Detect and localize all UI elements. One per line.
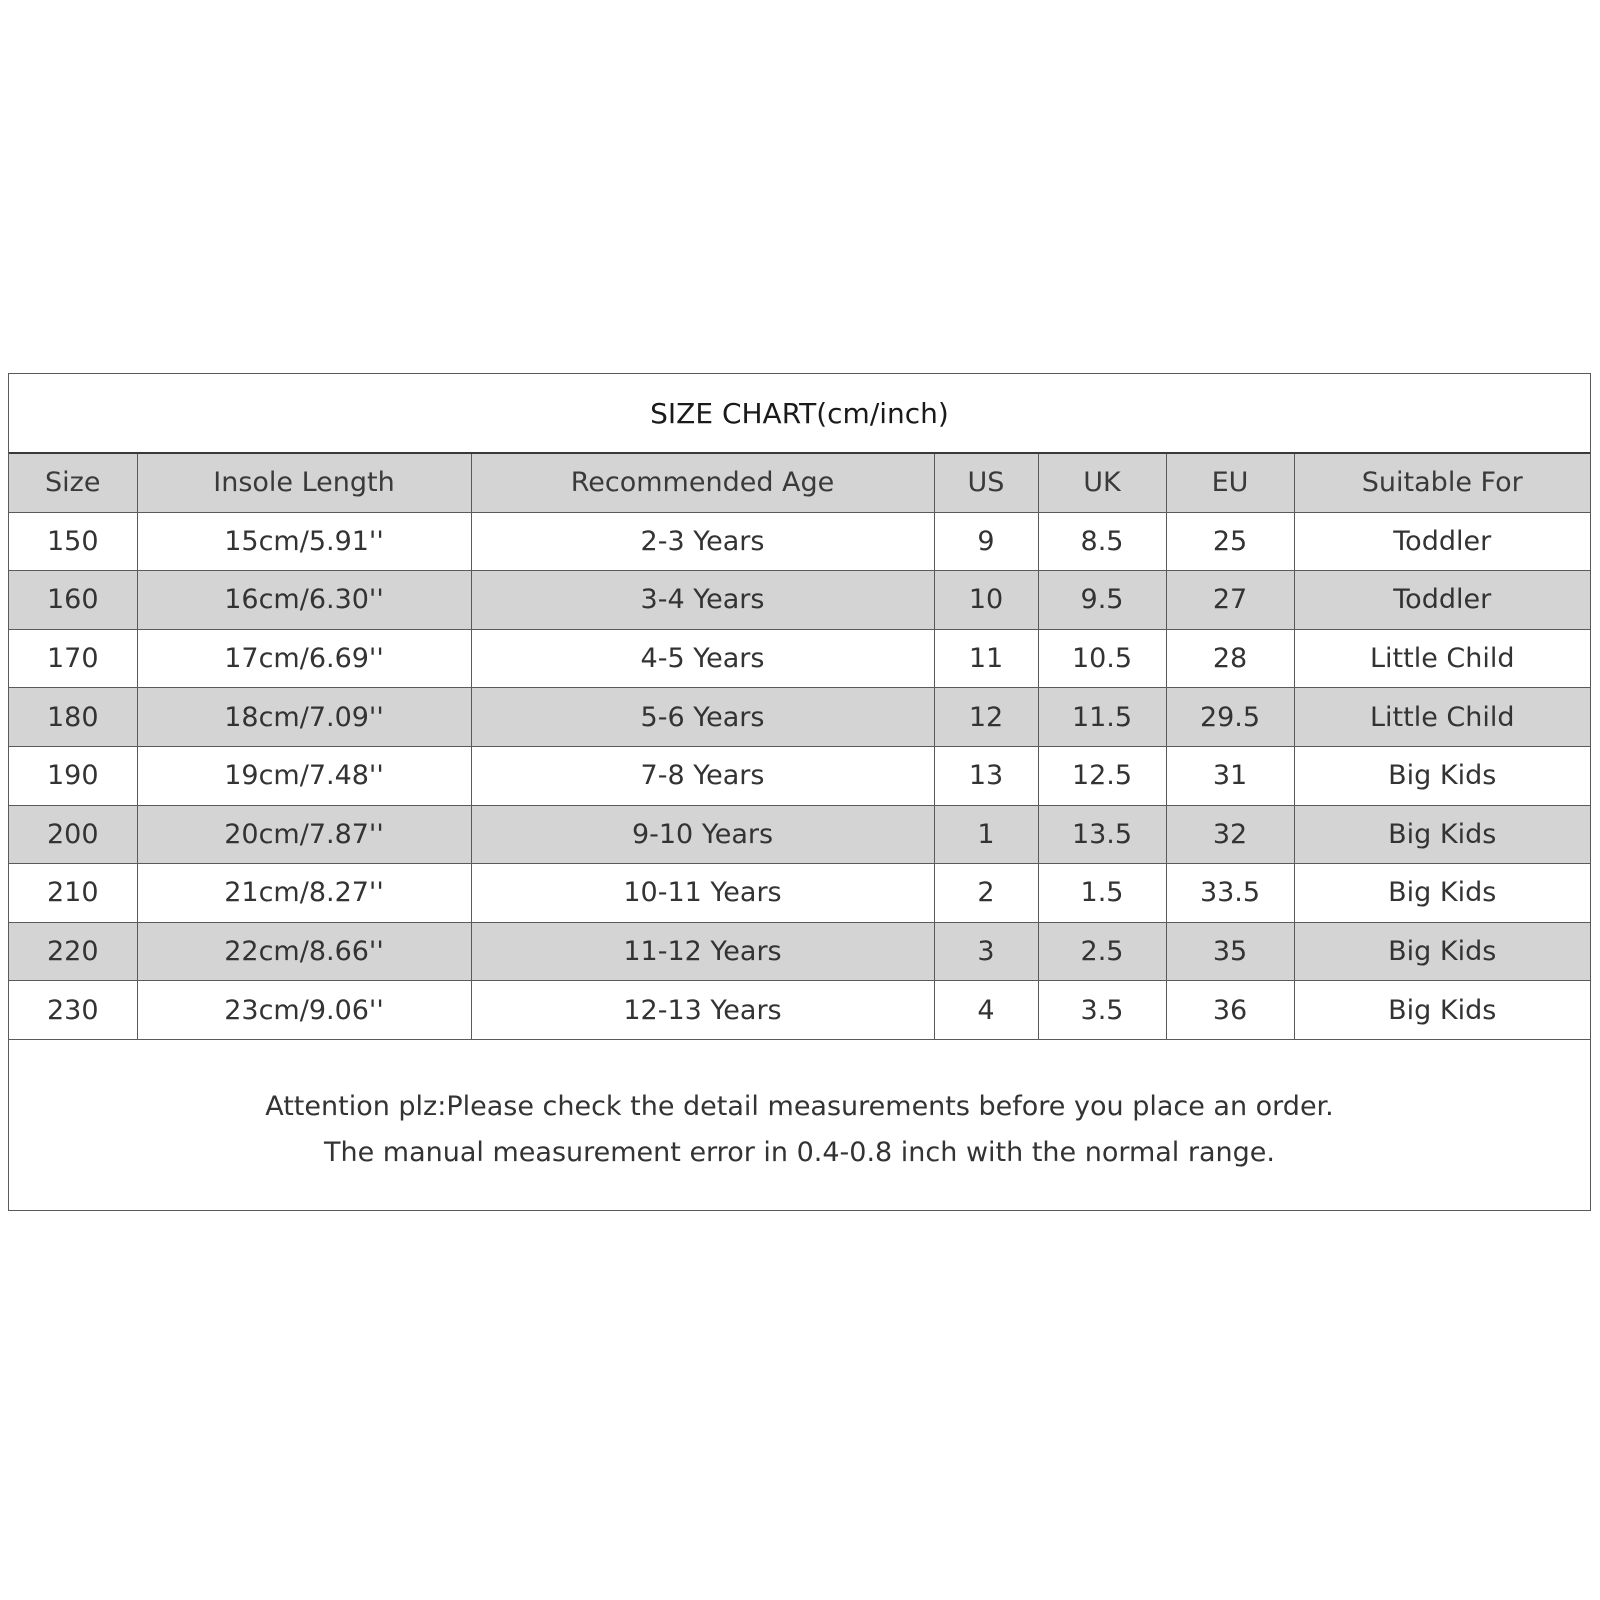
- cell-eu: 29.5: [1166, 688, 1294, 747]
- cell-us: 9: [934, 512, 1038, 571]
- cell-suitable-for: Big Kids: [1294, 805, 1590, 864]
- cell-size: 160: [9, 571, 137, 630]
- column-header-suitable-for: Suitable For: [1294, 454, 1590, 512]
- table-row: [9, 981, 1590, 1040]
- cell-insole-length: 17cm/6.69'': [137, 629, 471, 688]
- cell-uk: 3.5: [1038, 981, 1166, 1040]
- cell-suitable-for: Little Child: [1294, 688, 1590, 747]
- cell-suitable-for: Big Kids: [1294, 922, 1590, 981]
- cell-suitable-for: Toddler: [1294, 571, 1590, 630]
- cell-insole-length: 18cm/7.09'': [137, 688, 471, 747]
- cell-insole-length: 15cm/5.91'': [137, 512, 471, 571]
- cell-size: 180: [9, 688, 137, 747]
- cell-suitable-for: Little Child: [1294, 629, 1590, 688]
- table-row: [9, 746, 1590, 805]
- cell-recommended-age: 2-3 Years: [471, 512, 934, 571]
- cell-eu: 31: [1166, 746, 1294, 805]
- size-chart: [8, 373, 1591, 1211]
- header-row: [9, 454, 1590, 512]
- cell-insole-length: 19cm/7.48'': [137, 746, 471, 805]
- cell-recommended-age: 9-10 Years: [471, 805, 934, 864]
- cell-suitable-for: Big Kids: [1294, 981, 1590, 1040]
- column-header-recommended-age: Recommended Age: [471, 454, 934, 512]
- table-row: [9, 571, 1590, 630]
- cell-eu: 25: [1166, 512, 1294, 571]
- cell-uk: 10.5: [1038, 629, 1166, 688]
- chart-title: SIZE CHART(cm/inch): [9, 374, 1590, 454]
- cell-insole-length: 23cm/9.06'': [137, 981, 471, 1040]
- table-row: [9, 805, 1590, 864]
- table-row: [9, 864, 1590, 923]
- column-header-uk: UK: [1038, 454, 1166, 512]
- cell-us: 12: [934, 688, 1038, 747]
- cell-insole-length: 20cm/7.87'': [137, 805, 471, 864]
- table-row: [9, 629, 1590, 688]
- cell-recommended-age: 3-4 Years: [471, 571, 934, 630]
- cell-insole-length: 21cm/8.27'': [137, 864, 471, 923]
- cell-recommended-age: 11-12 Years: [471, 922, 934, 981]
- cell-uk: 11.5: [1038, 688, 1166, 747]
- cell-us: 4: [934, 981, 1038, 1040]
- note-line-1: Attention plz:Please check the detail measurements before you place an order.: [265, 1090, 1334, 1122]
- cell-us: 10: [934, 571, 1038, 630]
- cell-size: 190: [9, 746, 137, 805]
- cell-size: 170: [9, 629, 137, 688]
- attention-note: [9, 1040, 1590, 1176]
- cell-suitable-for: Toddler: [1294, 512, 1590, 571]
- cell-suitable-for: Big Kids: [1294, 864, 1590, 923]
- size-table: [9, 454, 1590, 1040]
- note-line-2: The manual measurement error in 0.4-0.8 inch with the normal range.: [324, 1136, 1275, 1168]
- cell-eu: 28: [1166, 629, 1294, 688]
- column-header-insole-length: Insole Length: [137, 454, 471, 512]
- cell-insole-length: 16cm/6.30'': [137, 571, 471, 630]
- cell-eu: 36: [1166, 981, 1294, 1040]
- cell-recommended-age: 10-11 Years: [471, 864, 934, 923]
- cell-uk: 12.5: [1038, 746, 1166, 805]
- cell-us: 2: [934, 864, 1038, 923]
- cell-uk: 13.5: [1038, 805, 1166, 864]
- table-row: [9, 512, 1590, 571]
- cell-us: 11: [934, 629, 1038, 688]
- cell-eu: 33.5: [1166, 864, 1294, 923]
- table-row: [9, 922, 1590, 981]
- table-row: [9, 688, 1590, 747]
- column-header-size: Size: [9, 454, 137, 512]
- cell-size: 210: [9, 864, 137, 923]
- cell-us: 3: [934, 922, 1038, 981]
- table-header: [9, 454, 1590, 512]
- cell-recommended-age: 7-8 Years: [471, 746, 934, 805]
- cell-recommended-age: 12-13 Years: [471, 981, 934, 1040]
- column-header-eu: EU: [1166, 454, 1294, 512]
- cell-uk: 8.5: [1038, 512, 1166, 571]
- cell-eu: 27: [1166, 571, 1294, 630]
- cell-eu: 35: [1166, 922, 1294, 981]
- cell-us: 13: [934, 746, 1038, 805]
- cell-insole-length: 22cm/8.66'': [137, 922, 471, 981]
- column-header-us: US: [934, 454, 1038, 512]
- table-body: [9, 512, 1590, 1039]
- cell-uk: 2.5: [1038, 922, 1166, 981]
- cell-uk: 9.5: [1038, 571, 1166, 630]
- cell-us: 1: [934, 805, 1038, 864]
- cell-size: 200: [9, 805, 137, 864]
- cell-recommended-age: 4-5 Years: [471, 629, 934, 688]
- cell-suitable-for: Big Kids: [1294, 746, 1590, 805]
- cell-uk: 1.5: [1038, 864, 1166, 923]
- cell-eu: 32: [1166, 805, 1294, 864]
- cell-size: 220: [9, 922, 137, 981]
- cell-size: 230: [9, 981, 137, 1040]
- cell-recommended-age: 5-6 Years: [471, 688, 934, 747]
- cell-size: 150: [9, 512, 137, 571]
